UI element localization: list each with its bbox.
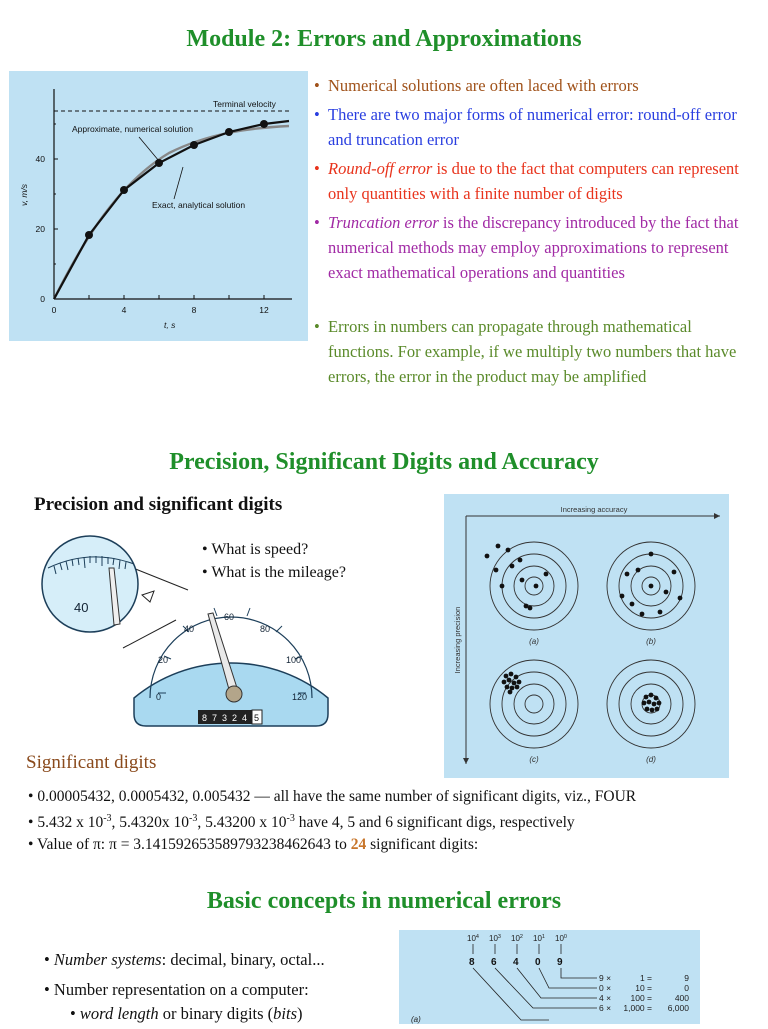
odometer	[198, 710, 262, 724]
section-title-basic-concepts: Basic concepts in numerical errors	[206, 888, 562, 914]
y-tick-label: 0	[40, 294, 45, 304]
number-digit: 6	[491, 957, 497, 968]
dial-label: 60	[224, 612, 235, 622]
number-system-diagram	[399, 930, 700, 1024]
expansion-place: 1 =	[639, 973, 652, 983]
odometer-digit: 7	[212, 713, 218, 723]
expansion-multiplier: 6 ×	[599, 1003, 612, 1013]
x-axis-label: t, s	[164, 320, 176, 330]
expansion-value: 0	[684, 983, 689, 993]
y-tick-label: 40	[35, 154, 45, 164]
x-tick-label: 12	[259, 305, 269, 315]
sig-digits-heading: Significant digits	[26, 752, 157, 773]
expansion-place: 10 =	[635, 983, 652, 993]
number-digit: 4	[513, 957, 519, 968]
number-digit: 8	[469, 957, 475, 968]
expansion-multiplier: 9 ×	[599, 973, 612, 983]
power-label: $10^3$	[489, 934, 501, 943]
expansion-value: 6,000	[667, 1003, 689, 1013]
odometer-digit: 5	[254, 713, 260, 723]
basic-item: • Number systems: decimal, binary, octal...	[44, 950, 325, 969]
velocity-figure	[9, 71, 308, 341]
module-title: Module 2: Errors and Approximations	[186, 26, 582, 52]
power-label: $10^4$	[467, 934, 479, 943]
dial-label: 0	[156, 692, 162, 702]
number-digit: 0	[535, 957, 541, 968]
odometer-digit: 8	[202, 713, 208, 723]
sig-item: • 5.432 x $10^{-3}$, 5.4320x $10^{-3}$, 5.43200 x $10^{-3}$ have 4, 5 and 6 significant digs, respectively	[28, 813, 575, 832]
expansion-multiplier: 0 ×	[599, 983, 612, 993]
expansion-value: 400	[674, 993, 689, 1003]
question-item: • What is the mileage?	[202, 564, 346, 581]
approx-solution-label: Approximate, numerical solution	[72, 124, 193, 134]
dial-label: 40	[184, 624, 195, 634]
expansion-place: 100 =	[630, 993, 652, 1003]
dial-label: 100	[286, 655, 302, 665]
precision-axis-label: Increasing precision	[453, 606, 462, 674]
exact-solution-label: Exact, analytical solution	[152, 200, 246, 210]
targets-diagram	[444, 494, 729, 778]
bullet-errors: • Numerical solutions are often laced with errors	[314, 76, 639, 95]
dial-label: 20	[158, 655, 169, 665]
bullet-truncation: • Truncation error is the discrepancy introduced by the fact that numerical methods may employ approximations to represent exact mathematical operations and quantities	[314, 213, 739, 282]
expansion-multiplier: 4 ×	[599, 993, 612, 1003]
precision-subtitle: Precision and significant digits	[34, 494, 283, 515]
sig-item: • Value of π: π = 3.141592653589793238462643 to 24 significant digits:	[28, 836, 479, 854]
number-digit: 9	[557, 957, 563, 968]
bullet-two-forms: • There are two major forms of numerical error: round-off error and truncation error	[314, 105, 737, 149]
speedometer-illustration	[38, 528, 338, 734]
zoom-speed-label: 40	[74, 600, 89, 615]
targets-figure	[444, 494, 729, 778]
odometer-digit: 3	[222, 713, 228, 723]
panel-label-a: (a)	[529, 637, 539, 646]
question-item: • What is speed?	[202, 541, 309, 558]
odometer-digit: 2	[232, 713, 238, 723]
panel-label-b: (b)	[646, 637, 656, 646]
basic-item: • Number representation on a computer:	[44, 980, 309, 999]
x-tick-label: 4	[121, 305, 127, 315]
number-system-figure	[399, 930, 700, 1024]
velocity-plot	[9, 71, 308, 341]
bullet-round-off: • Round-off error is due to the fact that computers can represent only quantities with a finite number of digits	[314, 159, 739, 203]
y-axis-label: v, m/s	[19, 183, 29, 206]
odometer-digit: 4	[242, 713, 248, 723]
figure-label-a: (a)	[411, 1015, 421, 1024]
sig-item: • 0.00005432, 0.0005432, 0.005432 — all have the same number of significant digits, viz., FOUR	[28, 788, 637, 805]
y-tick-label: 20	[35, 224, 45, 234]
panel-label-d: (d)	[646, 755, 656, 764]
power-label: $10^0$	[555, 934, 567, 943]
x-tick-label: 8	[191, 305, 197, 315]
dial-label: 80	[260, 624, 271, 634]
dial-label: 120	[292, 692, 308, 702]
accuracy-axis-label: Increasing accuracy	[560, 505, 628, 514]
panel-label-c: (c)	[529, 755, 539, 764]
x-tick-label: 0	[51, 305, 57, 315]
power-label: $10^1$	[533, 934, 545, 943]
sig-digits-list	[28, 786, 768, 856]
expansion-value: 9	[684, 973, 689, 983]
terminal-velocity-label: Terminal velocity	[213, 99, 276, 109]
power-label: $10^2$	[511, 934, 523, 943]
bullet-propagation: • Errors in numbers can propagate through mathematical functions. For example, if we multiply two numbers that have errors, the error in the product may be amplified	[314, 317, 737, 386]
basic-item: • word length or binary digits (bits)	[70, 1004, 303, 1023]
expansion-place: 1,000 =	[623, 1003, 652, 1013]
section-title-precision: Precision, Significant Digits and Accuracy	[169, 449, 599, 475]
